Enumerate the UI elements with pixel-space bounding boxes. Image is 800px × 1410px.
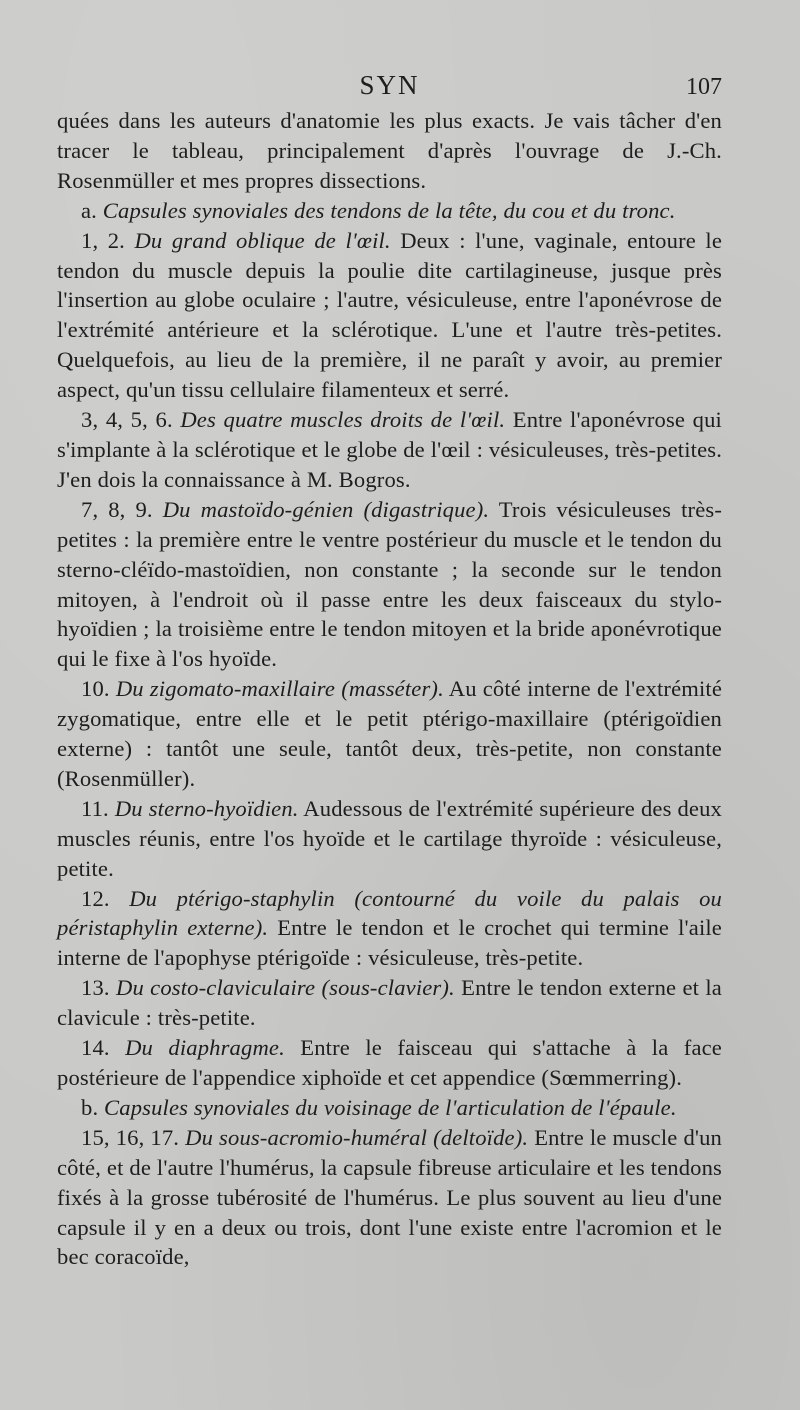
running-head	[57, 70, 722, 106]
paragraph-heading: Du zigomato-maxillaire (masséter).	[115, 676, 444, 702]
paragraph	[57, 674, 722, 794]
paragraph	[57, 973, 722, 1033]
paragraph	[57, 1123, 722, 1273]
paragraph-text: Entre le faisceau qui s'attache à la face postérieure de l'appendice xiphoïde et cet appendice (Sœmmerring).	[57, 1035, 722, 1090]
paragraph-number: 12.	[81, 885, 130, 911]
paragraph-number: 14.	[81, 1035, 126, 1061]
paragraph-number: 13.	[81, 975, 116, 1001]
paragraph-heading: Du sous-acromio-huméral (deltoïde).	[185, 1124, 529, 1150]
page-number: 107	[686, 74, 722, 100]
paragraph-text: Deux : l'une, vaginale, entoure le tendon du muscle depuis la poulie dite cartilagineuse, jusque près l'insertion au globe oculaire ; l'autre, vésiculeuse, entre l'aponévrose de l'extrémité antérieure et la sclérotique. L'une et l'autre très-petites. Quelquefois, au lieu de la première, il ne paraît y avoir, au premier aspect, qu'un tissu cellulaire filamenteux et serré.	[57, 227, 722, 403]
body-text	[57, 106, 722, 1272]
section-heading-a	[57, 196, 722, 226]
paragraph-heading: Du costo-claviculaire (sous-clavier).	[115, 975, 455, 1001]
paragraph-text: Au côté interne de l'extrémité zygomatique, entre elle et le petit ptérigo-maxillaire (ptérigoïdien externe) : tantôt une seule, tantôt deux, très-petite, non constante (Rosenmüller).	[57, 676, 723, 791]
paragraph	[57, 106, 722, 196]
paragraph	[57, 405, 722, 495]
paragraph-heading: Du ptérigo-staphylin (contourné du voile du palais ou péristaphylin externe).	[57, 885, 723, 941]
paragraph-heading: Des quatre muscles droits de l'œil.	[180, 407, 506, 433]
paragraph-heading: Du grand oblique de l'œil.	[134, 227, 391, 253]
paragraph-number: 7, 8, 9.	[81, 496, 163, 522]
paragraph-number: 15, 16, 17.	[81, 1124, 186, 1150]
paragraph-number: 3, 4, 5, 6.	[81, 407, 181, 433]
paragraph-number: a.	[81, 197, 103, 223]
paragraph	[57, 884, 722, 974]
paragraph-text: Trois vésiculeuses très-petites : la première entre le ventre postérieur du muscle et le tendon du sterno-cléïdo-mastoïdien, non constante ; la seconde sur le tendon mitoyen, à l'endroit où il passe entre les deux faisceaux du stylo-hyoïdien ; la troisième entre le tendon mitoyen et la bride aponévrotique qui le fixe à l'os hyoïde.	[57, 496, 722, 672]
paragraph-text: Entre le tendon et le crochet qui termine l'aile interne de l'apophyse ptérigoïde : vésiculeuse, très-petite.	[57, 915, 722, 971]
running-head-title: SYN	[359, 70, 420, 100]
paragraph-heading: Du sterno-hyoïdien.	[114, 795, 299, 821]
paragraph	[57, 495, 722, 674]
book-page	[57, 70, 722, 1272]
section-heading-b	[57, 1093, 722, 1123]
paragraph	[57, 794, 722, 884]
paragraph-number: b.	[81, 1094, 105, 1120]
paragraph	[57, 1033, 722, 1093]
section-heading-text: Capsules synoviales des tendons de la tête, du cou et du tronc.	[102, 197, 676, 223]
paragraph-number: 11.	[81, 795, 115, 821]
paragraph-text: quées dans les auteurs d'anatomie les plus exacts. Je vais tâcher d'en tracer le tableau, principalement d'après l'ouvrage de J.-Ch. Rosenmüller et mes propres dissections.	[57, 108, 722, 193]
paragraph-number: 1, 2.	[81, 227, 135, 253]
paragraph-text: Entre le tendon externe et la clavicule : très-petite.	[57, 975, 722, 1031]
paragraph-text: Entre l'aponévrose qui s'implante à la sclérotique et le globe de l'œil : vésiculeuses, très-petites. J'en dois la connaissance à M. Bogros.	[57, 407, 722, 492]
paragraph-text: Entre le muscle d'un côté, et de l'autre l'humérus, la capsule fibreuse articulaire et les tendons fixés à la grosse tubérosité de l'humérus. Le plus souvent au lieu d'une capsule il y en a deux ou trois, dont l'une existe entre l'acromion et le bec coracoïde,	[57, 1124, 722, 1270]
paragraph-heading: Du mastoïdo-génien (digastrique).	[162, 496, 490, 522]
paragraph-heading: Du diaphragme.	[125, 1035, 285, 1061]
paragraph-text: Audessous de l'extrémité supérieure des deux muscles réunis, entre l'os hyoïde et le cartilage thyroïde : vésiculeuse, petite.	[57, 795, 723, 881]
section-heading-text: Capsules synoviales du voisinage de l'articulation de l'épaule.	[104, 1094, 677, 1120]
paragraph-number: 10.	[81, 676, 116, 702]
paragraph	[57, 226, 722, 405]
